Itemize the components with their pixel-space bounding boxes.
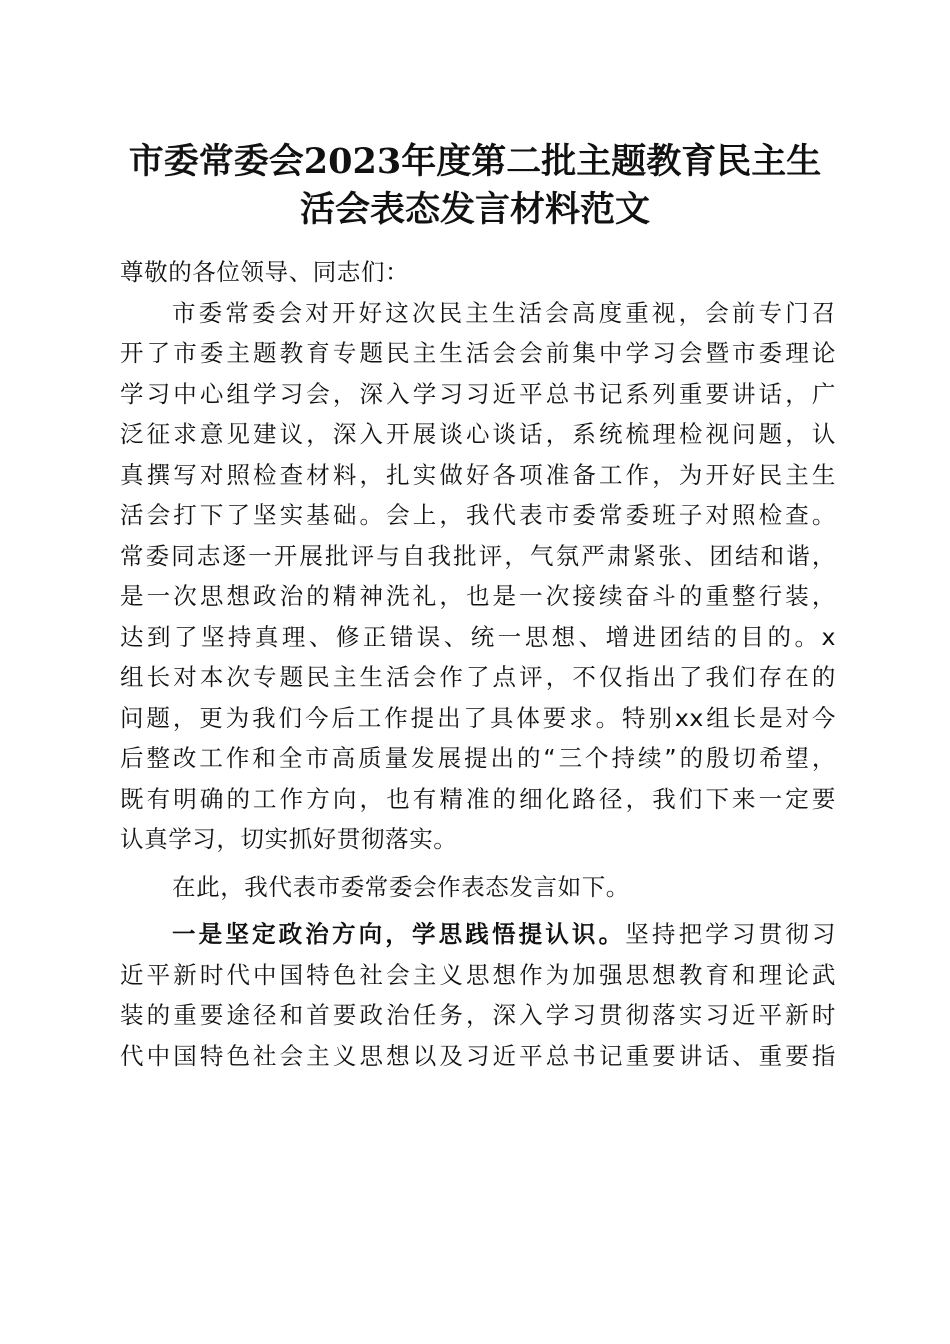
- greeting-line: 尊敬的各位领导、同志们：: [120, 258, 410, 286]
- paragraph-line: 近平新时代中国特色社会主义思想作为加强思想教育和理论武: [120, 960, 836, 989]
- paragraph-line: 代中国特色社会主义思想以及习近平总书记重要讲话、重要指: [120, 1041, 836, 1070]
- paragraph-line: 活会打下了坚实基础。会上，我代表市委常委班子对照检查。: [120, 501, 836, 529]
- paragraph-line: 是一次思想政治的精神洗礼，也是一次接续奋斗的重整行装，: [120, 582, 836, 610]
- document-body: [120, 252, 836, 1076]
- point-one-text: 坚持把学习贯彻习: [625, 920, 836, 948]
- paragraph-line: 学习中心组学习会，深入学习习近平总书记系列重要讲话，广: [120, 379, 836, 408]
- paragraph-line: 达到了坚持真理、修正错误、统一思想、增进团结的目的。x: [120, 622, 836, 651]
- paragraph-line: 装的重要途径和首要政治任务，深入学习贯彻落实习近平新时: [120, 1001, 836, 1029]
- paragraph-line: 既有明确的工作方向，也有精准的细化路径，我们下来一定要: [120, 784, 836, 813]
- paragraph-point-one: [120, 914, 836, 1076]
- greeting: [120, 252, 836, 293]
- document-title: [100, 138, 850, 234]
- point-one-heading: 一是坚定政治方向，学思践悟提认识。: [172, 920, 626, 948]
- paragraph-line: [120, 914, 836, 955]
- paragraph-line: 泛征求意见建议，深入开展谈心谈话，系统梳理检视问题，认: [120, 420, 836, 448]
- paragraph-line: 后整改工作和全市高质量发展提出的“三个持续”的殷切希望，: [120, 744, 836, 772]
- title-line-2: 活会表态发言材料范文: [299, 189, 650, 230]
- paragraph-intro: [120, 293, 836, 860]
- paragraph-line: 认真学习，切实抓好贯彻落实。: [120, 825, 458, 853]
- title-line-1: 市委常委会2023年度第二批主题教育民主生: [128, 141, 822, 182]
- paragraph-line: 在此，我代表市委常委会作表态发言如下。: [172, 872, 630, 901]
- paragraph-spacer: [120, 907, 836, 914]
- paragraph-line: 真撰写对照检查材料，扎实做好各项准备工作，为开好民主生: [120, 460, 836, 489]
- paragraph-line: 市委常委会对开好这次民主生活会高度重视，会前专门召: [172, 298, 836, 327]
- paragraph-statement: [120, 867, 836, 908]
- paragraph-spacer: [120, 860, 836, 867]
- paragraph-line: 开了市委主题教育专题民主生活会会前集中学习会暨市委理论: [120, 339, 836, 367]
- paragraph-line: 组长对本次专题民主生活会作了点评，不仅指出了我们存在的: [120, 663, 836, 691]
- paragraph-line: 常委同志逐一开展批评与自我批评，气氛严肃紧张、团结和谐，: [120, 541, 836, 570]
- paragraph-line: 问题，更为我们今后工作提出了具体要求。特别xx组长是对今: [120, 703, 836, 732]
